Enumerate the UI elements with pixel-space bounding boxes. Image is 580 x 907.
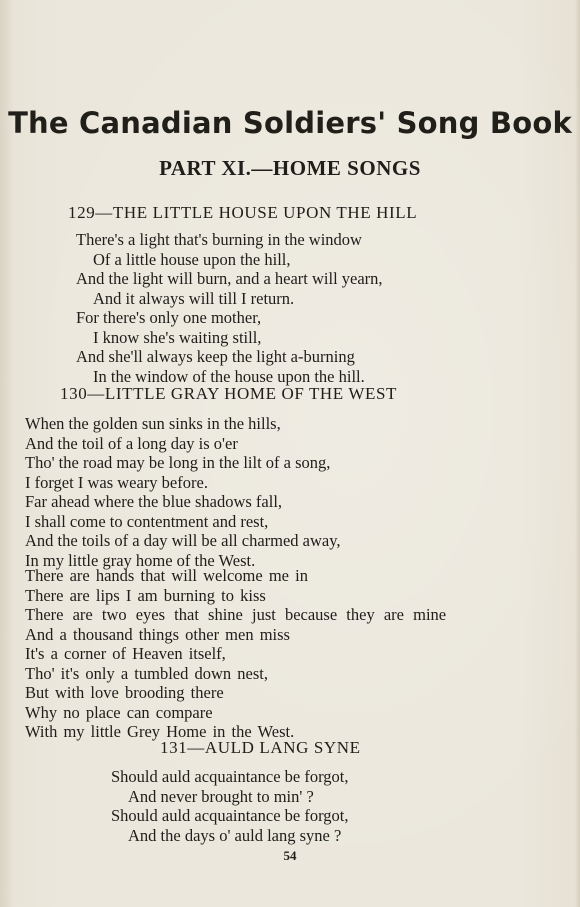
verse-line: And it always will till I return. <box>93 288 295 308</box>
verse-line: There's a light that's burning in the window <box>76 230 362 249</box>
verse-line: When the golden sun sinks in the hills, <box>25 414 281 433</box>
verse-line: There are hands that will welcome me in <box>25 566 308 585</box>
verse-line: I know she's waiting still, <box>93 327 262 347</box>
song-129-verse <box>76 230 383 386</box>
verse-line: But with love brooding there <box>25 683 224 702</box>
verse-line: And she'll always keep the light a-burning <box>76 347 355 366</box>
verse-line: And a thousand things other men miss <box>25 624 290 644</box>
verse-line: Of a little house upon the hill, <box>93 249 291 269</box>
song-title-129: 129—THE LITTLE HOUSE UPON THE HILL <box>68 203 418 222</box>
verse-line: In the window of the house upon the hill. <box>93 366 365 386</box>
verse-line: There are two eyes that shine just because they are mine <box>25 605 447 624</box>
verse-line: In my little gray home of the West. <box>25 550 256 570</box>
verse-line: There are lips I am burning to kiss <box>25 585 266 605</box>
book-title: The Canadian Soldiers' Song Book <box>8 106 572 140</box>
song-130-verse-1 <box>25 414 341 570</box>
verse-line: Why no place can compare <box>25 702 213 722</box>
verse-line: And the days o' auld lang syne ? <box>128 825 342 845</box>
verse-line: For there's only one mother, <box>76 308 262 327</box>
part-title: PART XI.—HOME SONGS <box>159 156 421 180</box>
verse-line: I shall come to contentment and rest, <box>25 511 269 531</box>
verse-line: And never brought to min' ? <box>128 786 314 806</box>
verse-line: Should auld acquaintance be forgot, <box>111 767 349 786</box>
verse-line: Tho' the road may be long in the lilt of a song, <box>25 453 331 472</box>
song-title-130: 130—LITTLE GRAY HOME OF THE WEST <box>60 384 397 403</box>
verse-line: And the light will burn, and a heart will yearn, <box>76 269 383 288</box>
verse-line: With my little Grey Home in the West. <box>25 722 295 741</box>
verse-line: Should auld acquaintance be forgot, <box>111 806 349 825</box>
verse-line: And the toil of a long day is o'er <box>25 433 238 453</box>
verse-line: I forget I was weary before. <box>25 472 208 492</box>
verse-line: And the toils of a day will be all charmed away, <box>25 531 341 550</box>
verse-line: Far ahead where the blue shadows fall, <box>25 492 283 511</box>
verse-line: Tho' it's only a tumbled down nest, <box>25 663 268 683</box>
song-131-verse <box>111 767 349 845</box>
song-title-131: 131—AULD LANG SYNE <box>160 738 361 757</box>
verse-line: It's a corner of Heaven itself, <box>25 644 226 663</box>
page-number: 54 <box>283 848 297 863</box>
song-130-verse-2 <box>25 566 446 742</box>
